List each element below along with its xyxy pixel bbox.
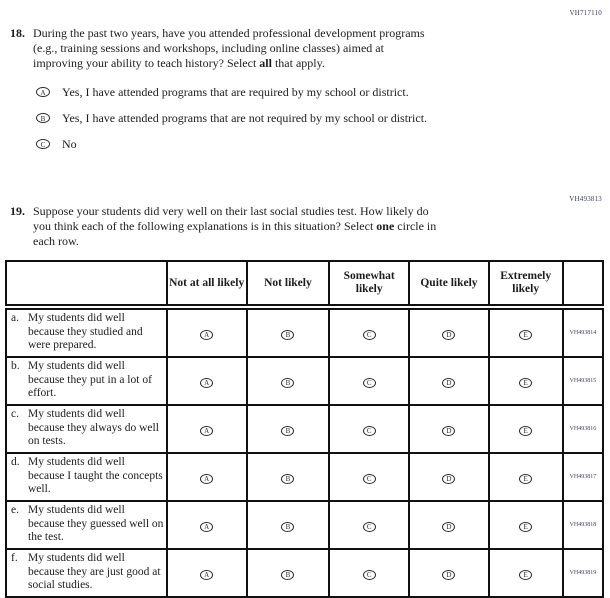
question-18-line1: During the past two years, have you attended professional development programs <box>33 26 425 40</box>
header-extremely-likely: Extremely likely <box>489 261 563 307</box>
bubble-f-somewhat[interactable]: C <box>363 570 376 580</box>
question-18-line2: (e.g., training sessions and workshops, including online classes) aimed at <box>33 41 384 55</box>
row-a-statement: a. My students did well because they studied and were prepared. <box>6 307 167 357</box>
row-e-code: VH493818 <box>563 501 603 549</box>
question-18-options <box>36 85 610 151</box>
bubble-f-not-at-all[interactable]: A <box>200 570 213 580</box>
bubble-a-extremely[interactable]: E <box>519 330 532 340</box>
bubble-c-not-at-all[interactable]: A <box>200 426 213 436</box>
row-f-code: VH493819 <box>563 549 603 597</box>
bubble-a-not-at-all[interactable]: A <box>200 330 213 340</box>
option-row-b <box>36 111 610 125</box>
bubble-c-quite[interactable]: D <box>442 426 455 436</box>
question-19 <box>10 204 602 249</box>
bubble-b-quite[interactable]: D <box>442 378 455 388</box>
header-somewhat-likely: Somewhat likely <box>329 261 409 307</box>
row-b-code: VH493815 <box>563 357 603 405</box>
bubble-d-somewhat[interactable]: C <box>363 474 376 484</box>
question-19-number: 19. <box>10 204 25 218</box>
table-header-row <box>6 261 603 307</box>
q19-likert-table <box>5 260 604 598</box>
bubble-b-extremely[interactable]: E <box>519 378 532 388</box>
header-stub <box>6 261 167 307</box>
bubble-c-not-likely[interactable]: B <box>281 426 294 436</box>
bubble-c-somewhat[interactable]: C <box>363 426 376 436</box>
bubble-e-quite[interactable]: D <box>442 522 455 532</box>
table-row-d <box>6 453 603 501</box>
row-d-code: VH493817 <box>563 453 603 501</box>
question-18-number: 18. <box>10 26 25 40</box>
bubble-f-quite[interactable]: D <box>442 570 455 580</box>
question-19-line1: Suppose your students did very well on their last social studies test. How likely do <box>33 204 429 218</box>
bubble-e-not-likely[interactable]: B <box>281 522 294 532</box>
bubble-b-not-at-all[interactable]: A <box>200 378 213 388</box>
bubble-d-not-at-all[interactable]: A <box>200 474 213 484</box>
table-row-b <box>6 357 603 405</box>
bubble-f-not-likely[interactable]: B <box>281 570 294 580</box>
bubble-e-somewhat[interactable]: C <box>363 522 376 532</box>
answer-bubble-b[interactable]: B <box>36 113 50 123</box>
bubble-b-somewhat[interactable]: C <box>363 378 376 388</box>
table-row-c <box>6 405 603 453</box>
option-label-c: No <box>62 137 77 151</box>
option-row-c <box>36 137 610 151</box>
header-quite-likely: Quite likely <box>409 261 488 307</box>
bubble-d-quite[interactable]: D <box>442 474 455 484</box>
bubble-a-quite[interactable]: D <box>442 330 455 340</box>
row-c-code: VH493816 <box>563 405 603 453</box>
option-label-a: Yes, I have attended programs that are required by my school or district. <box>62 85 409 99</box>
option-row-a <box>36 85 610 99</box>
option-label-b: Yes, I have attended programs that are not required by my school or district. <box>62 111 428 125</box>
question-19-line2: you think each of the following explanations is in this situation? Select one circle in <box>33 219 437 233</box>
question-19-bold-word: one <box>376 219 395 233</box>
answer-bubble-c[interactable]: C <box>36 139 50 149</box>
question-18-text <box>33 26 553 71</box>
row-e-statement: e. My students did well because they guessed well on the test. <box>6 501 167 549</box>
question-18-bold-word: all <box>259 56 272 70</box>
table-row-a <box>6 307 603 357</box>
question-18 <box>10 26 602 71</box>
bubble-a-somewhat[interactable]: C <box>363 330 376 340</box>
bubble-c-extremely[interactable]: E <box>519 426 532 436</box>
bubble-a-not-likely[interactable]: B <box>281 330 294 340</box>
bubble-e-extremely[interactable]: E <box>519 522 532 532</box>
header-code-column <box>563 261 603 307</box>
table-row-e <box>6 501 603 549</box>
bubble-b-not-likely[interactable]: B <box>281 378 294 388</box>
table-row-f <box>6 549 603 597</box>
row-b-statement: b. My students did well because they put in a lot of effort. <box>6 357 167 405</box>
row-a-code: VH493814 <box>563 307 603 357</box>
row-f-statement: f. My students did well because they are just good at social studies. <box>6 549 167 597</box>
bubble-d-not-likely[interactable]: B <box>281 474 294 484</box>
accession-code-q19: VH493813 <box>569 195 602 203</box>
header-not-likely: Not likely <box>247 261 329 307</box>
answer-bubble-a[interactable]: A <box>36 87 50 97</box>
accession-code-q18: VH717110 <box>569 9 602 17</box>
bubble-d-extremely[interactable]: E <box>519 474 532 484</box>
bubble-f-extremely[interactable]: E <box>519 570 532 580</box>
row-d-statement: d. My students did well because I taught the concepts well. <box>6 453 167 501</box>
question-19-text <box>33 204 553 249</box>
header-not-at-all-likely: Not at all likely <box>167 261 247 307</box>
bubble-e-not-at-all[interactable]: A <box>200 522 213 532</box>
question-19-line3: each row. <box>33 234 79 248</box>
row-c-statement: c. My students did well because they always do well on tests. <box>6 405 167 453</box>
question-18-line3: improving your ability to teach history? Select all that apply. <box>33 56 325 70</box>
